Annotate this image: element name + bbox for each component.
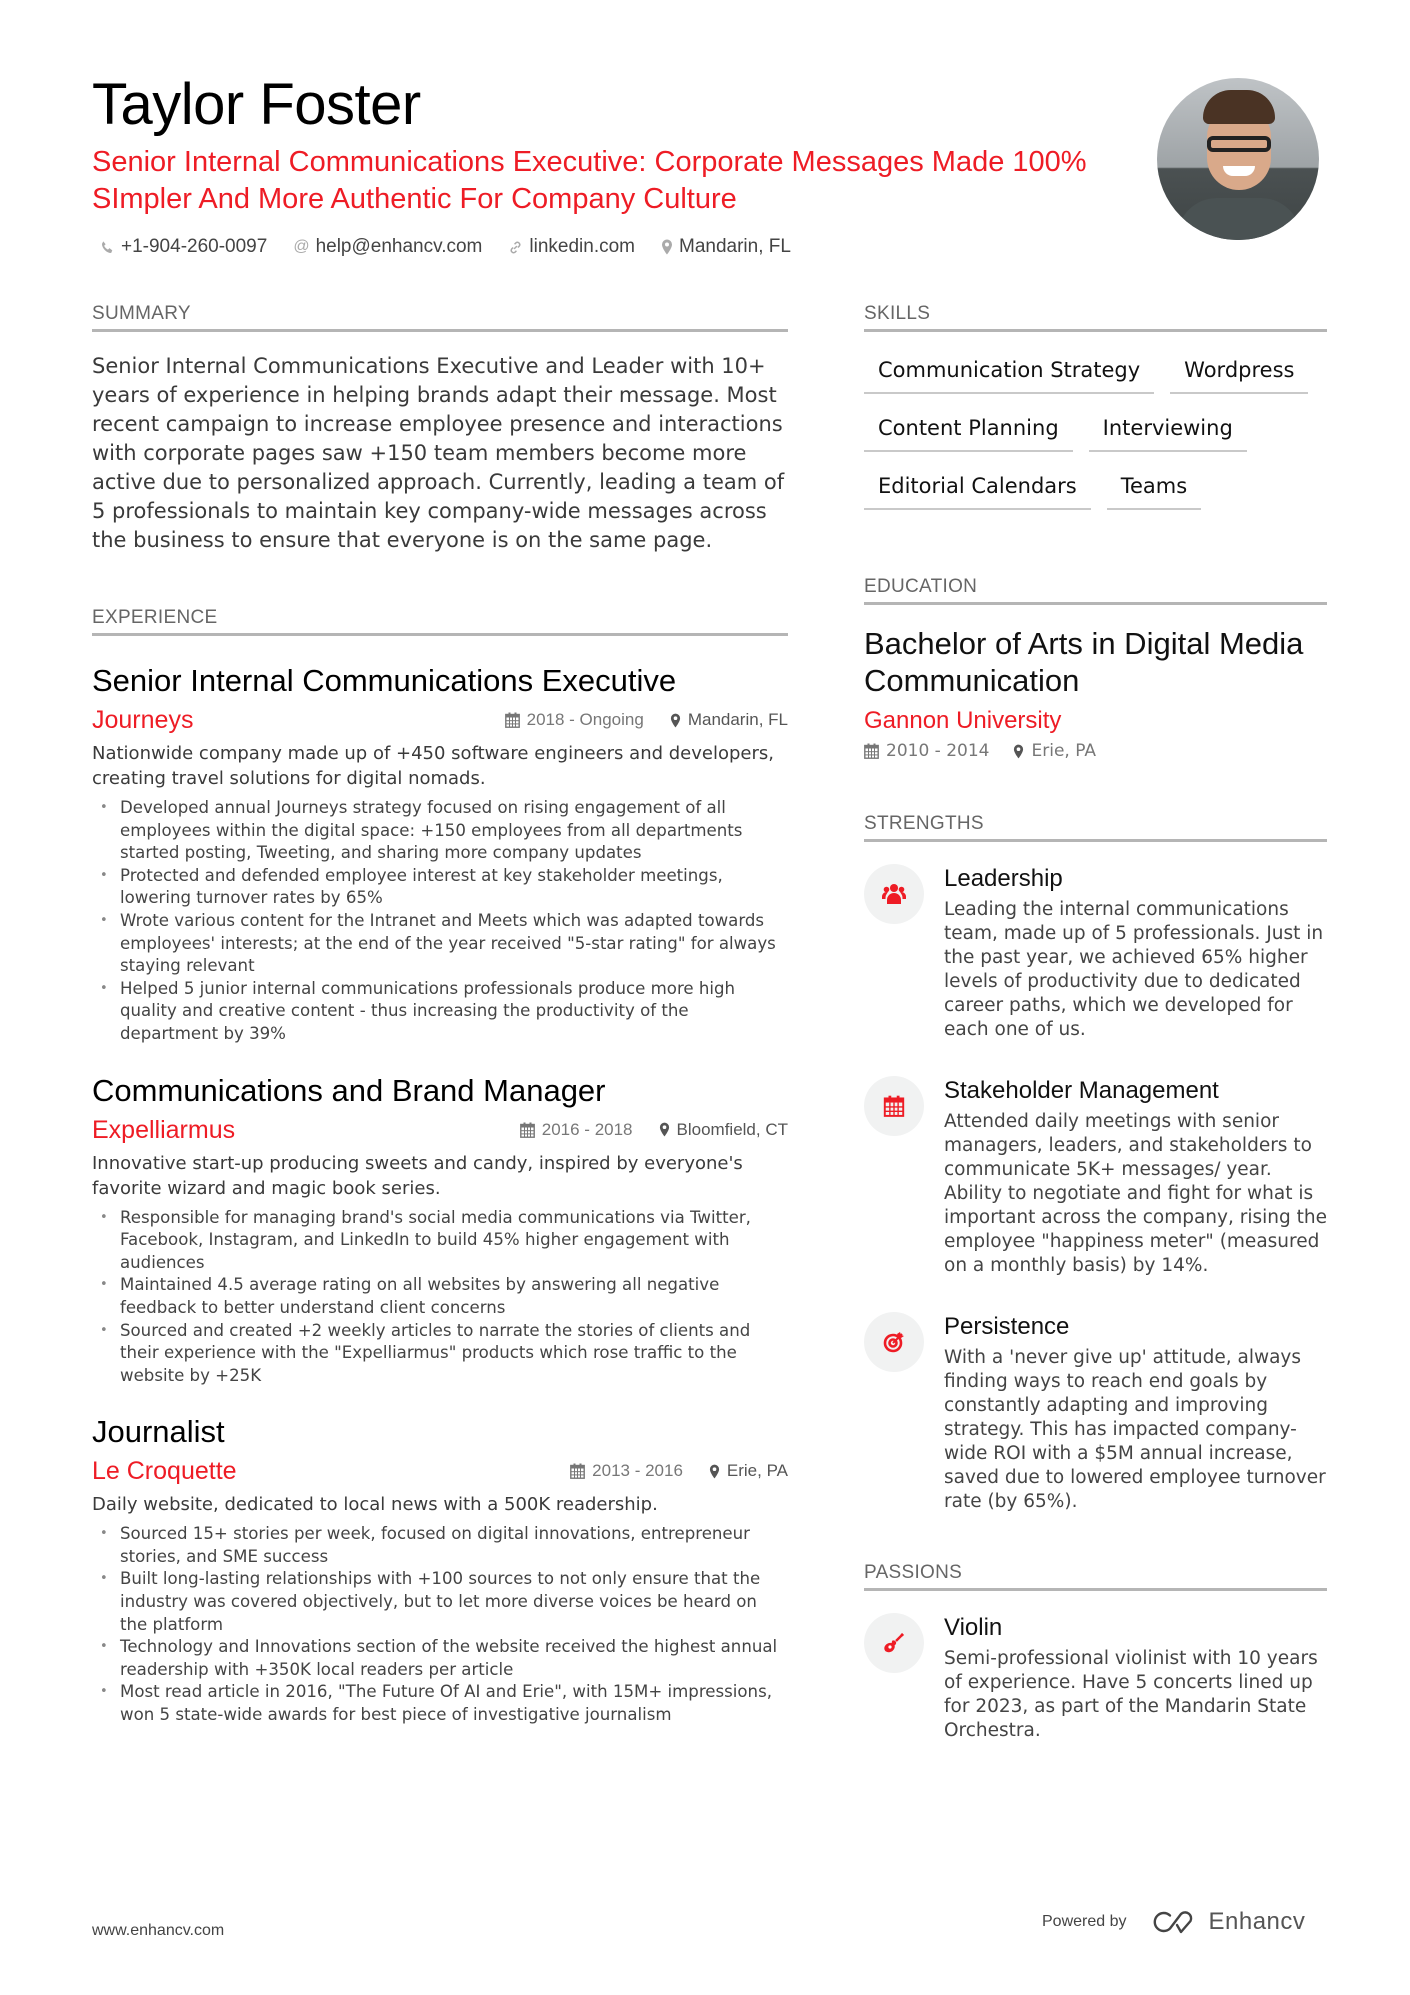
location-icon <box>670 713 681 728</box>
contact-location <box>661 236 791 258</box>
experience-section <box>92 607 788 1727</box>
strength-description: Attended daily meetings with senior managers, leaders, and stakeholders to communicate 5K+ messages/ year. Ability to negotiate and fight for what is important across the company, rising the employee "happiness meter" (measured on a monthly basis) by 14%. <box>944 1111 1327 1276</box>
candidate-name: Taylor Foster <box>92 72 421 137</box>
skill-list <box>864 358 1327 510</box>
at-icon: @ <box>293 238 310 255</box>
section-heading-experience: EXPERIENCE <box>92 607 788 636</box>
job-location-text: Erie, PA <box>726 1461 788 1481</box>
achievement-item: • Maintained 4.5 average rating on all websites by answering all negative feedback to better understand client concerns <box>92 1274 788 1319</box>
section-heading-passions: PASSIONS <box>864 1562 1327 1591</box>
calendar-icon <box>505 712 520 728</box>
strength-title: Stakeholder Management <box>944 1077 1219 1104</box>
location-icon <box>1013 744 1024 759</box>
job-title: Senior Internal Communications Executive <box>92 663 677 698</box>
location-icon <box>659 1122 670 1137</box>
contact-phone-text: +1-904-260-0097 <box>121 236 268 257</box>
calendar-icon <box>570 1463 585 1479</box>
powered-by-label: Powered by <box>1042 1913 1127 1930</box>
achievement-list <box>92 1523 788 1726</box>
right-column <box>864 303 1327 1743</box>
achievement-item: • Technology and Innovations section of the website received the highest annual readership with +350K local readers per article <box>92 1636 788 1681</box>
skill-tag: Editorial Calendars <box>864 474 1091 510</box>
job-location-text: Bloomfield, CT <box>676 1119 788 1139</box>
job-dates-text: 2013 - 2016 <box>592 1461 683 1481</box>
achievement-item: • Developed annual Journeys strategy focused on rising engagement of all employees within the digital space: +150 employees from all departments started posting, Tweeting, and sharing more company updates <box>92 797 788 865</box>
strength-item <box>864 1076 1327 1278</box>
achievement-item: • Built long-lasting relationships with +100 sources to not only ensure that the industry was covered objectively, but to let more diverse voices be heard on the platform <box>92 1568 788 1636</box>
location-icon <box>709 1464 720 1479</box>
summary-text: Senior Internal Communications Executive and Leader with 10+ years of experience in helping brands adapt their message. Most recent campaign to increase employee presence and interactions with corporate pages saw +150 team members become more active due to personalized approach. Currently, leading a team of 5 professionals to maintain key company-wide messages across the business to ensure that everyone is on the same page. <box>92 354 785 552</box>
section-heading-summary: SUMMARY <box>92 303 788 332</box>
achievement-list <box>92 1207 788 1388</box>
experience-item <box>92 1413 788 1726</box>
footer-website-link[interactable]: www.enhancv.com <box>92 1922 225 1939</box>
job-location-text: Mandarin, FL <box>687 710 788 729</box>
section-heading-skills: SKILLS <box>864 303 1327 332</box>
phone-icon <box>100 240 115 255</box>
footer-branding <box>1042 1908 1305 1936</box>
experience-item <box>92 1072 788 1388</box>
profile-photo <box>1157 78 1319 240</box>
contact-linkedin[interactable] <box>508 236 635 258</box>
contact-linkedin-text: linkedin.com <box>529 236 635 257</box>
skill-tag: Wordpress <box>1170 358 1308 394</box>
school-name: Gannon University <box>864 707 1062 734</box>
strength-item <box>864 1312 1327 1514</box>
strength-description: Leading the internal communications team, made up of 5 professionals. Just in the past year, we achieved 65% higher levels of productivity due to dedicated career paths, which we developed for each one of us. <box>944 899 1324 1040</box>
contact-email[interactable] <box>293 236 482 258</box>
education-location <box>1013 741 1096 761</box>
skills-section <box>864 303 1327 510</box>
passion-item <box>864 1613 1327 1743</box>
job-dates <box>570 1461 683 1481</box>
job-title: Communications and Brand Manager <box>92 1072 606 1108</box>
enhancv-logo[interactable] <box>1153 1908 1306 1936</box>
brand-name: Enhancv <box>1208 1908 1306 1935</box>
left-column <box>92 303 788 1727</box>
enhancv-logo-icon <box>1153 1909 1197 1935</box>
strengths-section <box>864 813 1327 1514</box>
strength-title: Persistence <box>944 1313 1070 1340</box>
strength-item <box>864 864 1327 1042</box>
achievement-item: • Sourced and created +2 weekly articles to narrate the stories of clients and their experience with the "Expelliarmus" products which rose traffic to the website by +25K <box>92 1320 788 1388</box>
achievement-item: • Protected and defended employee interest at key stakeholder meetings, lowering turnover rates by 65% <box>92 865 788 910</box>
company-name: Expelliarmus <box>92 1115 236 1144</box>
job-title: Journalist <box>92 1414 225 1450</box>
job-dates <box>520 1120 633 1140</box>
strength-description: With a 'never give up' attitude, always finding ways to reach end goals by constantly adapting and improving strategy. This has impacted company-wide ROI with a $5M annual increase, saved due to lowered employee turnover rate (by 65%). <box>944 1347 1326 1512</box>
summary-section <box>92 303 788 555</box>
company-description: Nationwide company made up of +450 software engineers and developers, creating travel solutions for digital nomads. <box>92 743 774 789</box>
education-dates-text: 2010 - 2014 <box>886 741 990 761</box>
strength-title: Leadership <box>944 865 1063 892</box>
passion-title: Violin <box>944 1614 1003 1641</box>
guitar-icon <box>864 1613 924 1673</box>
job-dates-text: 2018 - Ongoing <box>526 710 644 729</box>
passions-section <box>864 1562 1327 1743</box>
company-description: Daily website, dedicated to local news with a 500K readership. <box>92 1494 658 1516</box>
contact-email-text: help@enhancv.com <box>315 236 483 257</box>
passion-description: Semi-professional violinist with 10 years of experience. Have 5 concerts lined up for 2023, as part of the Mandarin State Orchestra. <box>944 1648 1318 1741</box>
skill-tag: Teams <box>1107 474 1201 510</box>
calendar-icon <box>864 1076 924 1136</box>
users-icon <box>864 864 924 924</box>
job-location <box>670 710 788 730</box>
skill-tag: Content Planning <box>864 416 1073 452</box>
calendar-icon <box>864 743 879 759</box>
target-icon <box>864 1312 924 1372</box>
link-icon <box>508 240 523 255</box>
job-dates <box>505 710 644 730</box>
skill-tag: Communication Strategy <box>864 358 1154 394</box>
candidate-headline: Senior Internal Communications Executive: Corporate Messages Made 100% SImpler And More Authentic For Company Culture <box>92 146 1087 215</box>
job-dates-text: 2016 - 2018 <box>541 1119 633 1139</box>
section-heading-strengths: STRENGTHS <box>864 813 1327 842</box>
calendar-icon <box>520 1122 535 1138</box>
skill-tag: Interviewing <box>1089 416 1247 452</box>
achievement-item: • Responsible for managing brand's social media communications via Twitter, Facebook, Instagram, and LinkedIn to build 45% higher engagement with audiences <box>92 1207 788 1275</box>
achievement-item: • Sourced 15+ stories per week, focused on digital innovations, entrepreneur stories, and SME success <box>92 1523 788 1568</box>
degree-title: Bachelor of Arts in Digital Media Communication <box>864 626 1304 698</box>
company-name: Le Croquette <box>92 1457 237 1486</box>
education-dates <box>864 741 989 761</box>
experience-item <box>92 662 788 1046</box>
job-location <box>659 1120 788 1140</box>
company-description: Innovative start-up producing sweets and candy, inspired by everyone's favorite wizard and magic book series. <box>92 1152 743 1199</box>
location-icon <box>661 239 673 255</box>
section-heading-education: EDUCATION <box>864 576 1327 605</box>
education-section <box>864 576 1327 761</box>
achievement-item: • Helped 5 junior internal communications professionals produce more high quality and creative content - thus increasing the productivity of the department by 39% <box>92 978 788 1046</box>
achievement-item: • Most read article in 2016, "The Future Of AI and Erie", with 15M+ impressions, won 5 state-wide awards for best piece of investigative journalism <box>92 1681 788 1726</box>
company-name: Journeys <box>92 706 194 734</box>
contact-list <box>100 236 791 258</box>
education-location-text: Erie, PA <box>1031 741 1096 761</box>
contact-phone[interactable] <box>100 236 267 258</box>
achievement-item: • Wrote various content for the Intranet and Meets which was adapted towards employees' interests; at the end of the year received "5-star rating" for always staying relevant <box>92 910 788 978</box>
contact-location-text: Mandarin, FL <box>679 236 791 257</box>
achievement-list <box>92 797 788 1046</box>
job-location <box>709 1461 788 1481</box>
